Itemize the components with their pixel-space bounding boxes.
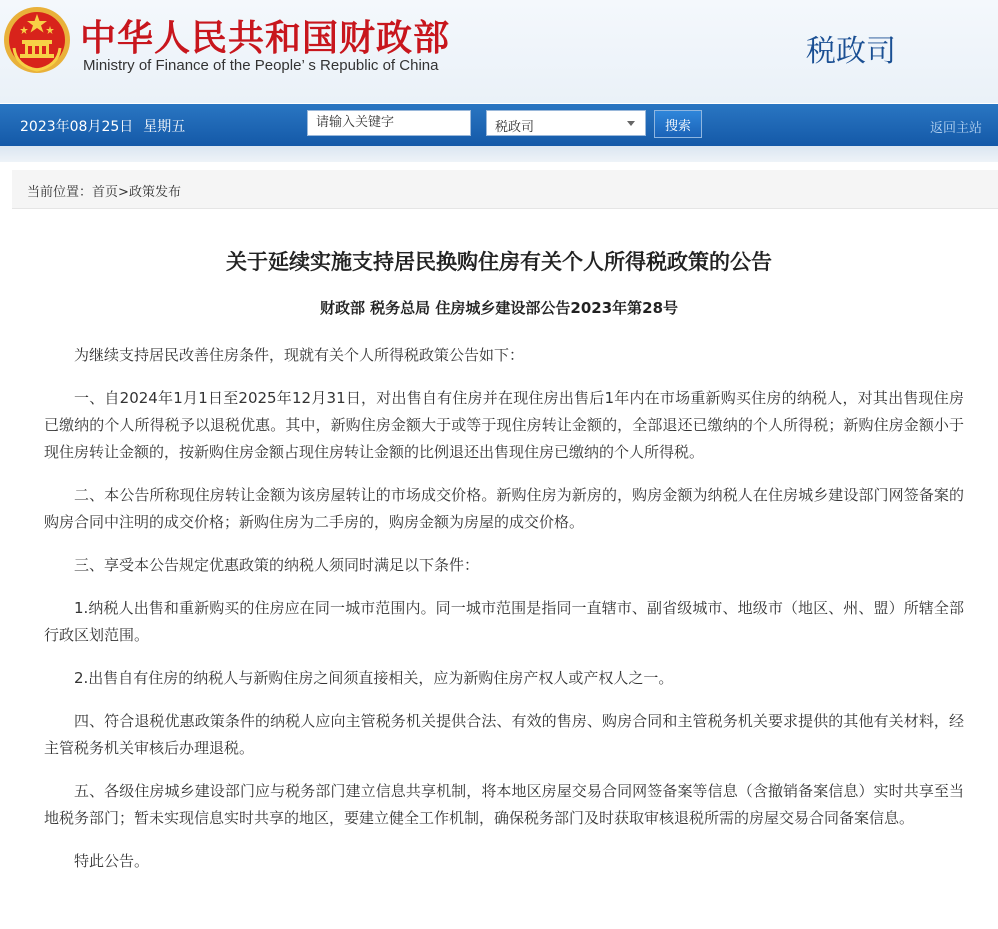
article-paragraph: 三、享受本公告规定优惠政策的纳税人须同时满足以下条件：	[74, 556, 480, 574]
breadcrumb-bar	[12, 170, 998, 209]
date-text: 2023年08月25日	[20, 119, 134, 135]
article-body	[44, 342, 964, 891]
article-paragraph: 为继续支持居民改善住房条件，现就有关个人所得税政策公告如下：	[74, 346, 525, 364]
section-select-value: 税政司	[495, 120, 535, 135]
breadcrumb-home-link[interactable]: 首页	[92, 185, 119, 200]
article-paragraph: 四、符合退税优惠政策条件的纳税人应向主管税务机关提供合法、有效的售房、购房合同和主管税务机关要求提供的其他有关材料，经主管税务机关审核后办理退税。	[44, 712, 964, 757]
article-paragraph: 二、本公告所称现住房转让金额为该房屋转让的市场成交价格。新购住房为新房的，购房金额为纳税人在住房城乡建设部门网签备案的购房合同中注明的成交价格；新购住房为二手房的，购房金额为房屋的成交价格。	[44, 486, 964, 531]
article-paragraph: 2.出售自有住房的纳税人与新购住房之间须直接相关，应为新购住房产权人或产权人之一。	[74, 669, 674, 687]
divider-strip	[0, 146, 998, 162]
article-paragraph: 1.纳税人出售和重新购买的住房应在同一城市范围内。同一城市范围是指同一直辖市、副省级城市、地级市（地区、州、盟）所辖全部行政区划范围。	[44, 599, 964, 644]
breadcrumb-prefix: 当前位置：	[27, 185, 93, 200]
section-select[interactable]	[486, 110, 646, 136]
search-input[interactable]	[307, 110, 471, 136]
top-navbar	[0, 104, 998, 146]
site-title-en: Ministry of Finance of the People’ s Republic of China	[83, 57, 439, 74]
return-home-link[interactable]: 返回主站	[929, 121, 982, 136]
national-emblem-icon[interactable]	[2, 4, 72, 76]
article-paragraph: 五、各级住房城乡建设部门应与税务部门建立信息共享机制，将本地区房屋交易合同网签备案等信息（含撤销备案信息）实时共享至当地税务部门；暂未实现信息实时共享的地区，要建立健全工作机制，确保税务部门及时获取审核退税所需的房屋交易合同备案信息。	[44, 782, 964, 827]
current-date	[20, 116, 195, 136]
weekday-text: 星期五	[143, 119, 186, 135]
department-title: 税政司	[806, 34, 896, 69]
article-paragraph: 一、自2024年1月1日至2025年12月31日，对出售自有住房并在现住房出售后1年内在市场重新购买住房的纳税人，对其出售现住房已缴纳的个人所得税予以退税优惠。其中，新购住房金额大于或等于现住房转让金额的，全部退还已缴纳的个人所得税；新购住房金额小于现住房转让金额的，按新购住房金额占现住房转让金额的比例退还出售现住房已缴纳的个人所得税。	[44, 389, 964, 461]
breadcrumb-separator: >	[118, 185, 129, 200]
site-header	[0, 0, 998, 103]
search-button[interactable]: 搜索	[654, 110, 702, 138]
article-subtitle: 财政部 税务总局 住房城乡建设部公告2023年第28号	[319, 299, 679, 317]
breadcrumb-current-link[interactable]: 政策发布	[128, 185, 181, 200]
site-title-cn: 中华人民共和国财政部	[80, 18, 451, 59]
article-title: 关于延续实施支持居民换购住房有关个人所得税政策的公告	[226, 250, 772, 274]
article-paragraph: 特此公告。	[74, 852, 150, 870]
chevron-down-icon	[627, 121, 635, 126]
breadcrumb	[27, 181, 181, 200]
